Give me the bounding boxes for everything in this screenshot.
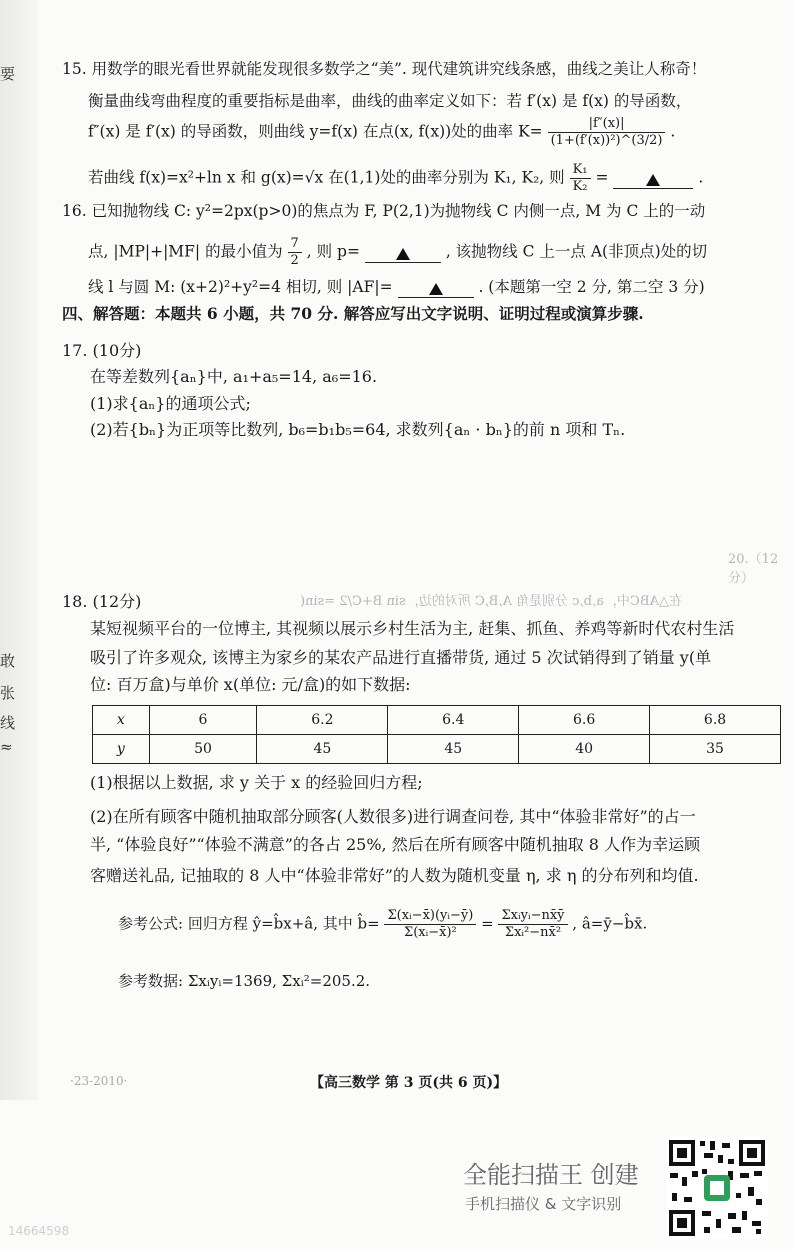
q18-line1: 某短视频平台的一位博主, 其视频以展示乡村生活为主, 赶集、抓鱼、养鸡等新时代农村生活: [90, 619, 735, 638]
section-heading: 四、解答题：本题共 6 小题，共 70 分. 解答应写出文字说明、证明过程或演算步骤.: [62, 304, 644, 323]
q16-p-text: , 则 p=: [306, 242, 360, 261]
table-row: [93, 735, 781, 764]
sales-data-table: [92, 705, 781, 764]
q18-header: 18. (12分): [62, 592, 142, 611]
q15-line1: 15. 用数学的眼光看世界就能发现很多数学之“美”. 现代建筑讲究线条感，曲线之美让人称奇！: [62, 60, 707, 78]
q16-circle-text: 线 l 与圆 M: (x+2)²+y²=4 相切, 则 |AF|=: [88, 278, 393, 296]
answer-blank-q16-p: [365, 244, 441, 263]
scanner-watermark-title: 全能扫描王 创建: [463, 1161, 639, 1189]
q18-part1: (1)根据以上数据, 求 y 关于 x 的经验回归方程;: [90, 773, 423, 792]
side-bleed-char: 要: [0, 65, 16, 83]
q17-part1: (1)求{aₙ}的通项公式;: [90, 394, 251, 413]
bleed-through-text: 在△ABC中，a,b,c 分别是角 A,B,C 所对的边，sin B+C/2 =sin(: [300, 594, 682, 609]
table-cell: 45: [257, 735, 388, 764]
q17-part2: (2)若{bₙ}为正项等比数列, b₆=b₁b₅=64, 求数列{aₙ · bₙ}的前 n 项和 Tₙ.: [90, 420, 626, 439]
k-ratio-fraction: [570, 162, 591, 195]
table-cell: 6.8: [650, 706, 781, 735]
fraction-denominator: 2: [290, 253, 299, 268]
table-cell: 6.4: [388, 706, 519, 735]
table-row-label: x: [93, 706, 150, 735]
q15-line3: [88, 116, 675, 149]
q18-part2-line1: (2)在所有顾客中随机抽取部分顾客(人数很多)进行调查问卷, 其中“体验非常好”的占一: [90, 807, 696, 826]
side-bleed-char: 张: [0, 684, 16, 702]
q15-question-text: 若曲线 f(x)=x²+ln x 和 g(x)=√x 在(1,1)处的曲率分别为 K₁, K₂, 则: [88, 168, 565, 187]
answer-blank-q16-af: [398, 279, 474, 298]
table-cell: 6: [149, 706, 257, 735]
reference-formula: [118, 908, 647, 941]
table-row-label: y: [93, 735, 150, 764]
side-bleed-char: ≈: [0, 738, 13, 756]
table-cell: 6.6: [519, 706, 650, 735]
q17-line1: 在等差数列{aₙ}中, a₁+a₅=14, a₆=16.: [90, 367, 378, 386]
table-row: [93, 706, 781, 735]
scan-edge-shadow: [0, 0, 38, 1100]
qr-code-icon[interactable]: [666, 1137, 768, 1239]
scanner-watermark-subtitle: 手机扫描仪 & 文字识别: [465, 1195, 622, 1213]
q15-line3-end: .: [670, 122, 676, 141]
q16-line1: 16. 已知抛物线 C: y²=2px(p>0)的焦点为 F, P(2,1)为抛物线 C 内侧一点, M 为 C 上的一动: [62, 202, 706, 220]
triangle-marker-icon: [396, 248, 410, 260]
fraction-numerator: Σ(xᵢ−x̄)(yᵢ−ȳ): [384, 908, 476, 925]
q16-line2: [88, 236, 707, 269]
regression-fraction-2: [498, 908, 567, 941]
triangle-marker-icon: [646, 174, 660, 186]
page-footer: 【高三数学 第 3 页(共 6 页)】: [310, 1075, 508, 1091]
q18-line2: 吸引了许多观众, 该博主为家乡的某农产品进行直播带货, 通过 5 次试销得到了销量 y(单: [90, 648, 712, 667]
equals-sign: =: [595, 168, 609, 187]
fraction-numerator: Σxᵢyᵢ−nx̄ȳ: [498, 908, 567, 925]
q16-min-text: 点, |MP|+|MF| 的最小值为: [88, 242, 283, 261]
scan-id: 14664598: [8, 1224, 70, 1238]
formula-intro: 参考公式: 回归方程 ŷ=b̂x+â, 其中 b̂=: [118, 914, 380, 933]
q15-line4: [88, 162, 703, 195]
q18-part2-line2: 半, “体验良好”“体验不满意”的各占 25%, 然后在所有顾客中随机抽取 8 人作为幸运顾: [90, 835, 701, 854]
curvature-fraction: [548, 116, 666, 149]
footer-code: ·23-2010·: [70, 1074, 128, 1088]
equals-sign: =: [481, 914, 494, 933]
table-cell: 6.2: [257, 706, 388, 735]
q16-score-note: . (本题第一空 2 分, 第二空 3 分): [478, 278, 705, 296]
curvature-denominator: (1+(f′(x))²)^(3/2): [550, 133, 663, 148]
q15-line4-end: .: [698, 168, 704, 187]
triangle-marker-icon: [429, 283, 443, 295]
formula-intercept: , â=ȳ−b̂x̄.: [572, 914, 648, 933]
seven-halves-fraction: [288, 236, 302, 269]
k-ratio-numerator: K₁: [570, 162, 591, 179]
regression-fraction-1: [384, 908, 476, 941]
side-bleed-char: 线: [0, 714, 16, 732]
fraction-denominator: Σ(xᵢ−x̄)²: [404, 925, 457, 940]
answer-blank-q15: [613, 170, 693, 189]
q15-line2: 衡量曲线弯曲程度的重要指标是曲率，曲线的曲率定义如下：若 f′(x) 是 f(x) 的导函数，: [88, 92, 692, 110]
q18-line3: 位: 百万盒)与单价 x(单位: 元/盒)的如下数据:: [90, 675, 411, 694]
q16-tangent-text: , 该抛物线 C 上一点 A(非顶点)处的切: [445, 242, 708, 261]
bleed-through-q20: 20.（12 分）: [728, 552, 779, 586]
q15-curvature-text: f″(x) 是 f′(x) 的导函数，则曲线 y=f(x) 在点(x, f(x))处的曲率 K=: [88, 122, 543, 141]
table-cell: 50: [149, 735, 257, 764]
fraction-numerator: 7: [288, 236, 302, 253]
table-cell: 40: [519, 735, 650, 764]
reference-data: 参考数据: Σxᵢyᵢ=1369, Σxᵢ²=205.2.: [118, 972, 371, 990]
k-ratio-denominator: K₂: [572, 179, 588, 194]
table-cell: 35: [650, 735, 781, 764]
q18-part2-line3: 客赠送礼品, 记抽取的 8 人中“体验非常好”的人数为随机变量 η, 求 η 的分布列和均值.: [90, 866, 699, 885]
q16-line3: [88, 276, 705, 298]
curvature-numerator: |f″(x)|: [548, 116, 666, 133]
q17-header: 17. (10分): [62, 341, 142, 360]
fraction-denominator: Σxᵢ²−nx̄²: [504, 925, 562, 940]
table-cell: 45: [388, 735, 519, 764]
side-bleed-char: 敢: [0, 652, 16, 670]
